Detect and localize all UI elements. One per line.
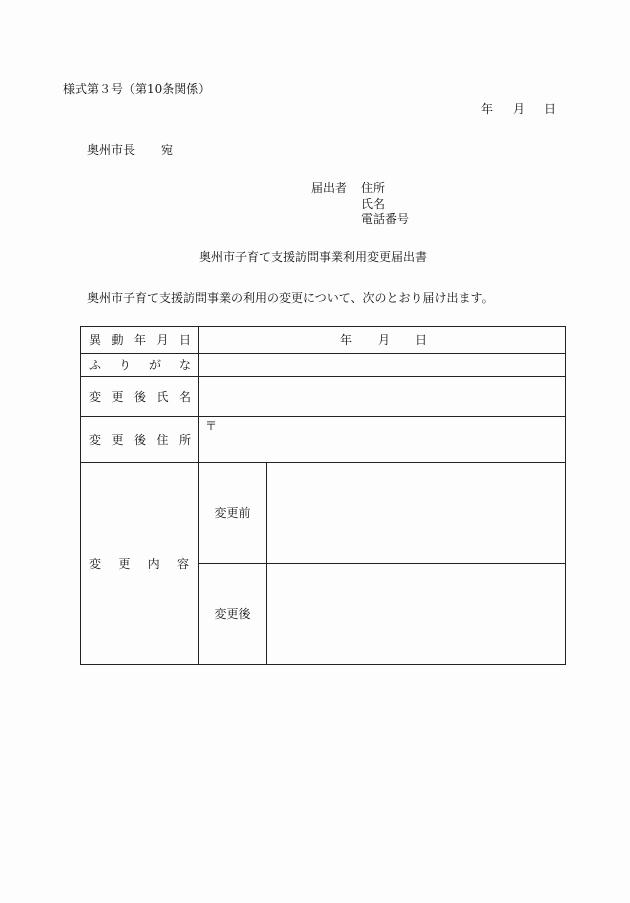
change-date-day: 日 <box>415 333 428 347</box>
field-new-name[interactable] <box>199 377 566 417</box>
addressee-name: 奥州市長 <box>87 143 136 157</box>
change-date-year: 年 <box>340 333 353 347</box>
applicant-address-label: 住所 <box>361 181 386 195</box>
label-change-date: 異 動 年 月 日 <box>81 327 199 354</box>
date-day: 日 <box>544 102 557 116</box>
label-furigana: ふ り が な <box>81 354 199 377</box>
applicant-label: 届出者 <box>311 181 348 195</box>
field-change-after[interactable] <box>267 564 566 665</box>
label-new-name: 変 更 後 氏 名 <box>81 377 199 417</box>
intro-text: 奥州市子育て支援訪問事業の利用の変更について、次のとおり届け出ます。 <box>87 291 494 305</box>
change-date-month: 月 <box>378 333 391 347</box>
change-form-table <box>80 326 566 665</box>
field-change-before[interactable] <box>267 463 566 564</box>
date-month: 月 <box>513 102 526 116</box>
label-change-after: 変更後 <box>199 564 267 665</box>
date-year: 年 <box>481 102 494 116</box>
row-change-date <box>81 327 566 354</box>
row-furigana <box>81 354 566 377</box>
form-number: 様式第３号（第10条関係） <box>63 82 211 96</box>
label-change-before: 変更前 <box>199 463 267 564</box>
field-furigana[interactable] <box>199 354 566 377</box>
applicant-name-label: 氏名 <box>361 197 386 211</box>
label-new-address: 変 更 後 住 所 <box>81 417 199 463</box>
document-title: 奥州市子育て支援訪問事業利用変更届出書 <box>199 250 428 264</box>
label-change-content: 変 更 内 容 <box>81 463 199 665</box>
addressee-suffix: 宛 <box>161 143 174 157</box>
row-new-address <box>81 417 566 463</box>
field-change-date[interactable] <box>199 327 566 354</box>
field-new-address[interactable] <box>199 417 566 463</box>
postal-mark-icon: 〒 <box>205 419 218 433</box>
row-change-before <box>81 463 566 564</box>
row-new-name <box>81 377 566 417</box>
applicant-phone-label: 電話番号 <box>361 212 410 226</box>
